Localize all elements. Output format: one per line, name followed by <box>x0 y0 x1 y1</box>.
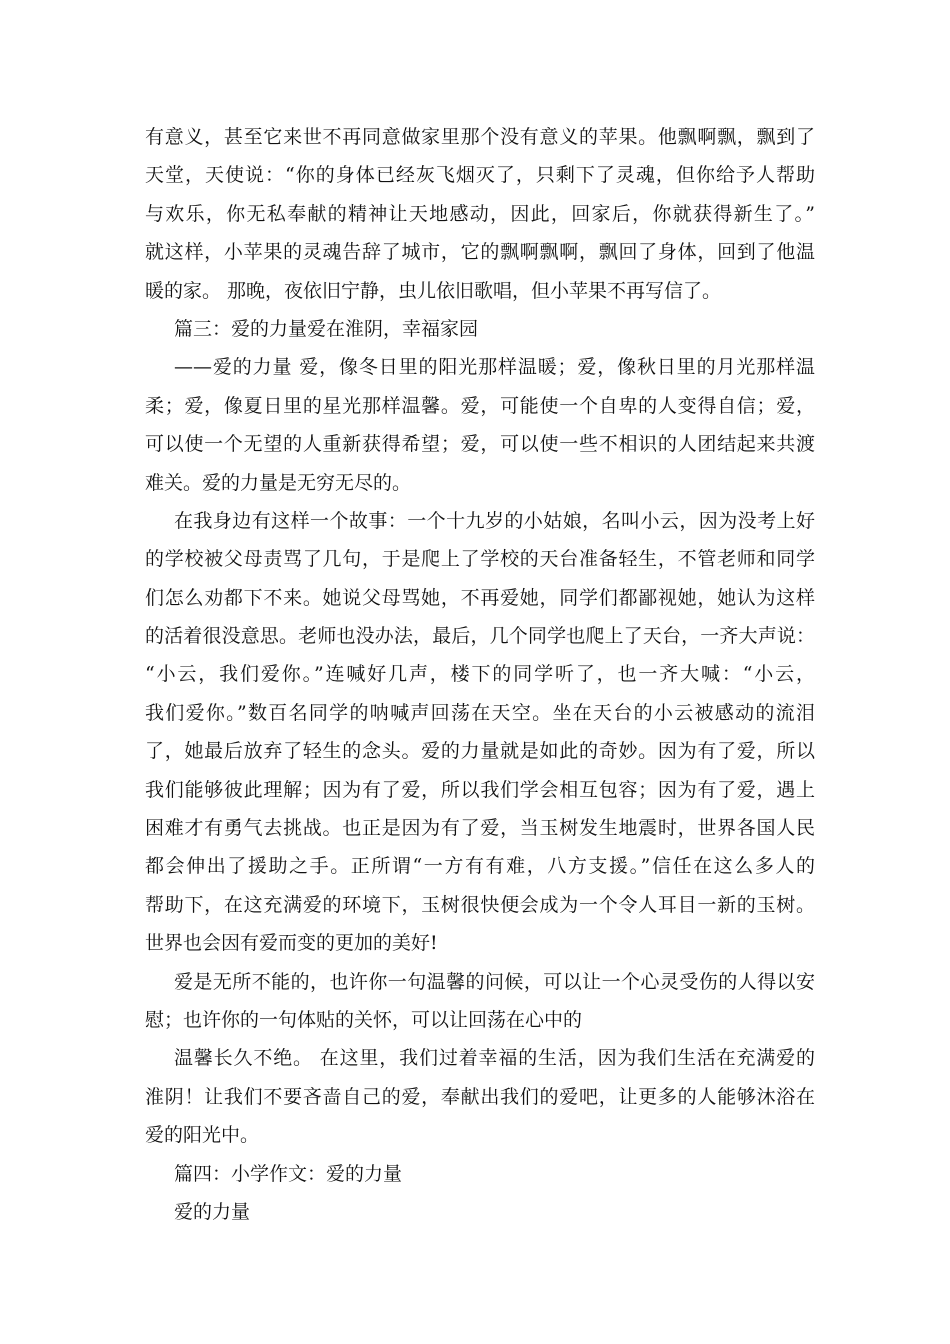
text-line: 我们爱你。”数百名同学的呐喊声回荡在天空。坐在天台的小云被感动的流泪 <box>145 701 815 724</box>
text-line: 柔；爱，像夏日里的星光那样温馨。爱，可能使一个自卑的人变得自信；爱， <box>145 394 815 417</box>
text-line: 难关。爱的力量是无穷无尽的。 <box>145 471 412 494</box>
text-line: 都会伸出了援助之手。正所谓“一方有有难，八方支援。”信任在这么多人的 <box>145 855 815 878</box>
text-line: 爱是无所不能的，也许你一句温馨的问候，可以让一个心灵受伤的人得以安 <box>174 970 815 993</box>
text-line: 世界也会因有爱而变的更加的美好! <box>145 932 438 955</box>
document-body <box>145 118 815 1231</box>
section-heading: 篇四：小学作文：爱的力量 <box>174 1162 403 1185</box>
text-line: 的活着很没意思。老师也没办法，最后，几个同学也爬上了天台，一齐大声说： <box>145 625 815 648</box>
text-line: 困难才有勇气去挑战。也正是因为有了爱，当玉树发生地震时，世界各国人民 <box>145 817 815 840</box>
text-line: 与欢乐，你无私奉献的精神让天地感动，因此，回家后，你就获得新生了。” <box>145 202 815 225</box>
section-heading: 篇三：爱的力量爱在淮阴，幸福家园 <box>174 317 479 340</box>
text-line: 温馨长久不绝。 在这里，我们过着幸福的生活，因为我们生活在充满爱的 <box>174 1047 815 1070</box>
text-line: 爱的阳光中。 <box>145 1124 260 1147</box>
text-line: 在我身边有这样一个故事：一个十九岁的小姑娘，名叫小云，因为没考上好 <box>174 509 815 532</box>
text-line: 我们能够彼此理解；因为有了爱，所以我们学会相互包容；因为有了爱，遇上 <box>145 778 815 801</box>
text-line: “小云，我们爱你。”连喊好几声，楼下的同学听了，也一齐大喊：“小云， <box>145 663 815 686</box>
text-line: 了，她最后放弃了轻生的念头。爱的力量就是如此的奇妙。因为有了爱，所以 <box>145 740 815 763</box>
text-line: 有意义，甚至它来世不再同意做家里那个没有意义的苹果。他飘啊飘，飘到了 <box>145 126 815 148</box>
text-line: 慰；也许你的一句体贴的关怀，可以让回荡在心中的 <box>145 1008 583 1031</box>
text-line: 暖的家。 那晚，夜依旧宁静，虫儿依旧歌唱，但小苹果不再写信了。 <box>145 279 722 302</box>
text-line: 可以使一个无望的人重新获得希望；爱，可以使一些不相识的人团结起来共渡 <box>145 433 815 456</box>
text-line: 就这样，小苹果的灵魂告辞了城市，它的飘啊飘啊，飘回了身体，回到了他温 <box>145 241 815 264</box>
text-line: 帮助下，在这充满爱的环境下，玉树很快便会成为一个令人耳目一新的玉树。 <box>145 893 815 916</box>
text-line: 们怎么劝都下不来。她说父母骂她，不再爱她，同学们都鄙视她，她认为这样 <box>145 586 815 609</box>
text-line: 天堂，天使说：“你的身体已经灰飞烟灭了，只剩下了灵魂，但你给予人帮助 <box>145 164 815 187</box>
text-line: 淮阴！让我们不要吝啬自己的爱，奉献出我们的爱吧，让更多的人能够沐浴在 <box>145 1085 815 1108</box>
article-title: 爱的力量 <box>174 1200 251 1223</box>
text-line: ——爱的力量 爱，像冬日里的阳光那样温暖；爱，像秋日里的月光那样温 <box>174 356 815 379</box>
text-line: 的学校被父母责骂了几句，于是爬上了学校的天台准备轻生，不管老师和同学 <box>145 548 815 571</box>
